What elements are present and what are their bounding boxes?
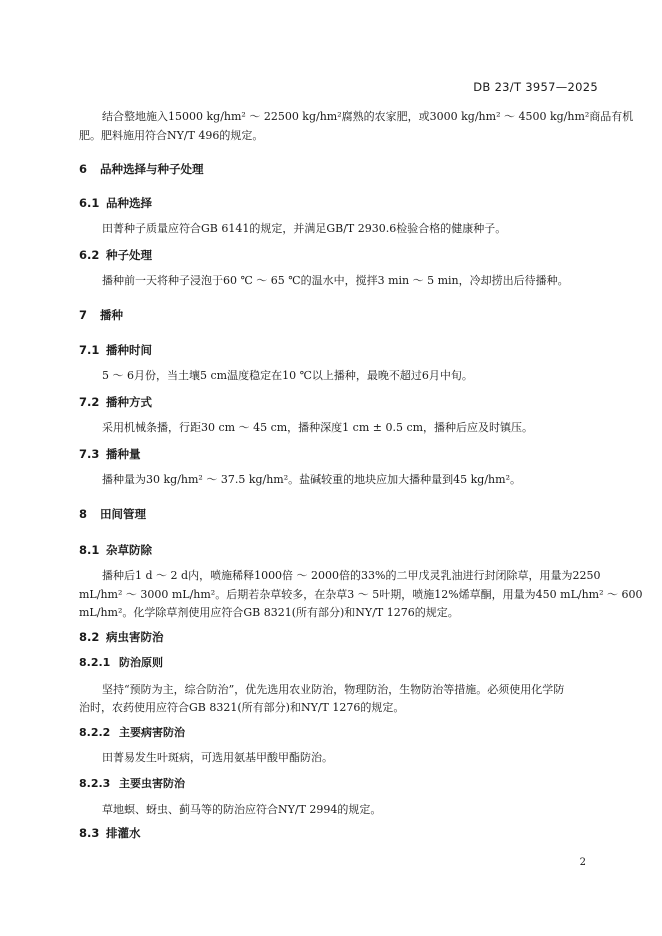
heading-8-2-1-title: 防治原则 [119, 656, 163, 669]
heading-8-title: 田间管理 [100, 507, 146, 521]
heading-8-2-1 [79, 654, 163, 670]
para-8-2-1-line-2: 治时，农药使用应符合GB 8321(所有部分)和NY/T 1276的规定。 [79, 701, 405, 714]
heading-8-2-3 [79, 775, 185, 791]
heading-7 [79, 307, 123, 323]
para-7-1: 5 ～ 6月份，当土壤5 cm温度稳定在10 ℃以上播种，最晚不超过6月中旬。 [102, 369, 473, 382]
heading-6-num: 6 [79, 162, 88, 176]
heading-8-2-2-title: 主要病害防治 [119, 726, 185, 739]
para-7-3: 播种量为30 kg/hm² ～ 37.5 kg/hm²。盐碱较重的地块应加大播种量到45 kg/hm²。 [102, 473, 521, 486]
para-8-1-line-1: 播种后1 d ～ 2 d内，喷施稀释1000倍 ～ 2000倍的33%的二甲戊灵乳油进行封闭除草，用量为2250 [102, 569, 601, 582]
para-7-2: 采用机械条播，行距30 cm ～ 45 cm，播种深度1 cm ± 0.5 cm，播种后应及时镇压。 [102, 421, 534, 434]
heading-7-1-num: 7.1 [79, 343, 100, 357]
heading-7-title: 播种 [100, 308, 123, 322]
para-8-1-line-3: mL/hm²。化学除草剂使用应符合GB 8321(所有部分)和NY/T 1276的规定。 [79, 606, 459, 619]
para-8-2-2: 田菁易发生叶斑病，可选用氨基甲酸甲酯防治。 [102, 751, 333, 764]
heading-6-1-title: 品种选择 [106, 196, 152, 210]
intro-line-1: 结合整地施入15000 kg/hm² ～ 22500 kg/hm²腐熟的农家肥，或3000 kg/hm² ～ 4500 kg/hm²商品有机 [102, 110, 634, 123]
heading-8-2-3-title: 主要虫害防治 [119, 777, 185, 790]
heading-6-2-title: 种子处理 [106, 248, 152, 262]
heading-6 [79, 161, 204, 177]
heading-7-3-title: 播种量 [106, 447, 141, 461]
heading-8-3-title: 排灌水 [106, 826, 141, 840]
heading-6-1 [79, 195, 152, 211]
heading-8-1-title: 杂草防除 [106, 543, 152, 557]
heading-6-2 [79, 247, 152, 263]
heading-7-1-title: 播种时间 [106, 343, 152, 357]
heading-8-2-num: 8.2 [79, 630, 100, 644]
page-number: 2 [579, 857, 586, 868]
heading-7-3-num: 7.3 [79, 447, 100, 461]
heading-6-2-num: 6.2 [79, 248, 100, 262]
heading-7-2-title: 播种方式 [106, 395, 152, 409]
heading-8-2-2-num: 8.2.2 [79, 726, 111, 739]
heading-8 [79, 506, 146, 522]
heading-6-title: 品种选择与种子处理 [100, 162, 204, 176]
intro-line-2: 肥。肥料施用符合NY/T 496的规定。 [79, 129, 264, 142]
heading-7-2-num: 7.2 [79, 395, 100, 409]
heading-8-2 [79, 629, 164, 645]
heading-8-1 [79, 542, 152, 558]
heading-7-3 [79, 446, 141, 462]
heading-8-2-1-num: 8.2.1 [79, 656, 111, 669]
para-8-2-3: 草地螟、蚜虫、蓟马等的防治应符合NY/T 2994的规定。 [102, 803, 382, 816]
heading-8-3 [79, 825, 141, 841]
heading-8-2-2 [79, 724, 185, 740]
heading-7-num: 7 [79, 308, 88, 322]
heading-6-1-num: 6.1 [79, 196, 100, 210]
heading-8-2-title: 病虫害防治 [106, 630, 164, 644]
para-8-2-1-line-1: 坚持“预防为主，综合防治”，优先选用农业防治，物理防治，生物防治等措施。必须使用化学防 [102, 683, 565, 696]
heading-8-2-3-num: 8.2.3 [79, 777, 111, 790]
heading-8-num: 8 [79, 507, 88, 521]
std-number: DB 23/T 3957—2025 [473, 80, 598, 94]
heading-7-2 [79, 394, 152, 410]
para-6-2: 播种前一天将种子浸泡于60 ℃ ～ 65 ℃的温水中，搅拌3 min ～ 5 min，冷却捞出后待播种。 [102, 274, 569, 287]
heading-8-3-num: 8.3 [79, 826, 100, 840]
heading-8-1-num: 8.1 [79, 543, 100, 557]
para-6-1: 田菁种子质量应符合GB 6141的规定，并满足GB/T 2930.6检验合格的健康种子。 [102, 222, 507, 235]
heading-7-1 [79, 342, 152, 358]
para-8-1-line-2: mL/hm² ～ 3000 mL/hm²。后期若杂草较多，在杂草3 ～ 5叶期，喷施12%烯草酮，用量为450 mL/hm² ～ 600 [79, 588, 643, 601]
